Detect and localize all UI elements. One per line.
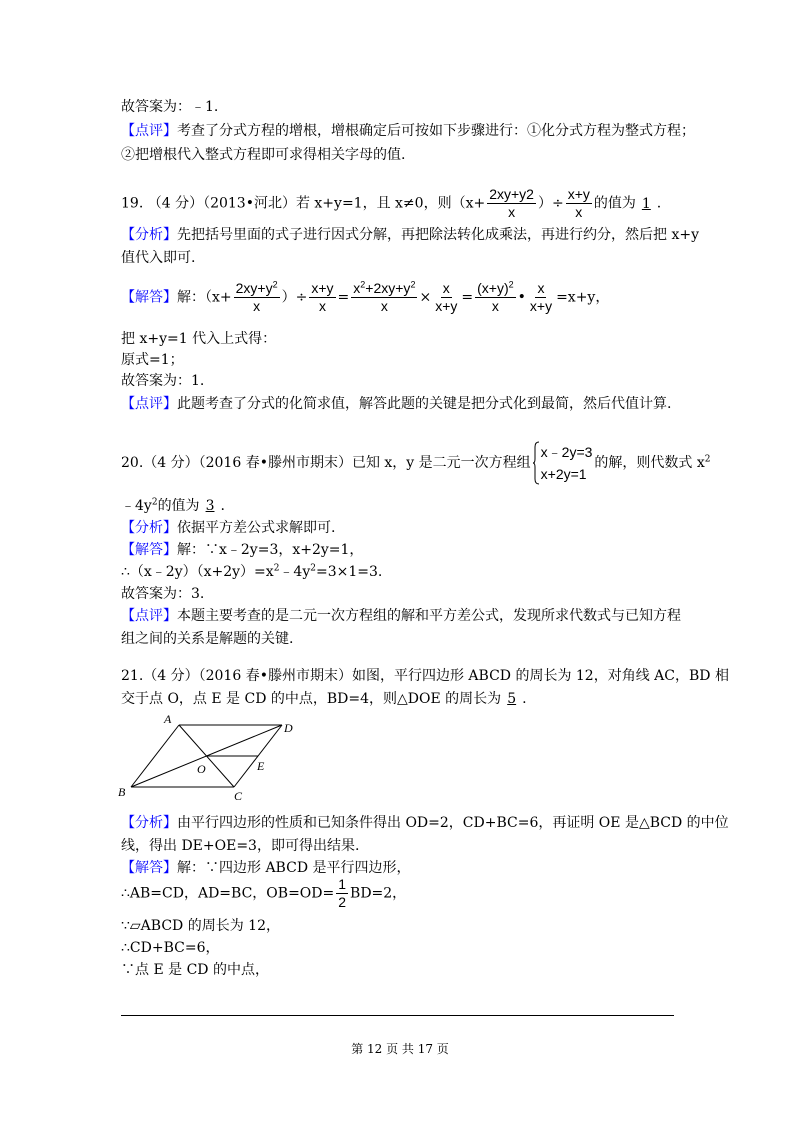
q20-comment-line1 <box>121 606 681 626</box>
q20-sol1: 解：∵x﹣2y=3，x+2y=1， <box>177 542 364 558</box>
analysis-tag: 【分析】 <box>121 815 177 831</box>
sol-frac3-num-a: x <box>353 280 361 296</box>
q19-sol-frac3 <box>351 280 417 315</box>
sol-frac3-num <box>351 280 417 298</box>
q21-solution-line1 <box>121 858 411 878</box>
q19-comment-line <box>121 394 671 414</box>
sol-frac5-num-text: (x+y) <box>477 280 509 296</box>
q21-answer: 5 <box>507 691 517 707</box>
q21-solution-line4: ∴CD+BC=6， <box>121 940 220 956</box>
question-19 <box>121 186 661 221</box>
q20-sol2c: =3×1=3. <box>315 564 383 580</box>
label-c: C <box>234 789 243 802</box>
solution-tag: 【解答】 <box>121 860 177 876</box>
q20-sol2a: ∴（x﹣2y）（x+2y）=x <box>121 564 274 580</box>
analysis-text: 依据平方差公式求解即可. <box>177 520 336 536</box>
solution-tag: 【解答】 <box>121 289 177 306</box>
q19-fraction-1 <box>487 186 536 221</box>
sol-frac1-den: x <box>253 298 261 314</box>
analysis-text: 先把括号里面的式子进行因式分解，再把除法转化成乘法，再进行约分，然后把 x+y <box>177 227 699 243</box>
label-b: B <box>118 785 126 799</box>
comment-tag: 【点评】 <box>121 396 177 412</box>
sol-frac3-num-b: +2xy+y <box>365 280 411 296</box>
comment-tag: 【点评】 <box>121 123 177 139</box>
q19-frac1-den: x <box>508 204 516 220</box>
q21-analysis-line2: 线，得出 DE+OE=3，即可得出结果. <box>121 838 360 854</box>
q19-original-line: 原式=1； <box>121 352 184 368</box>
q20-answer: 3 <box>205 498 215 514</box>
q19-sol-frac2 <box>309 280 335 315</box>
sol-frac6-num: x <box>537 280 545 296</box>
sol-frac5-den: x <box>491 298 499 314</box>
q20-prefix: 20.（4 分）（2016 春•滕州市期末）已知 x，y 是二元一次方程组 <box>121 455 531 471</box>
sol-frac2-den: x <box>318 298 326 314</box>
q20-comment-line2: 组之间的关系是解题的关键. <box>121 631 294 647</box>
parallelogram-figure <box>117 710 297 802</box>
q20-sol2-sup-a: 2 <box>273 563 280 574</box>
sol-frac1-num-text: 2xy+y <box>235 280 273 296</box>
sol-frac1-num <box>234 280 280 298</box>
analysis-tag: 【分析】 <box>121 227 177 243</box>
q19-answer: 1 <box>641 195 651 212</box>
q19-substitute-line: 把 x+y=1 代入上式得： <box>121 331 277 347</box>
q21-analysis-line1 <box>121 813 729 833</box>
comment-line-18b: ②把增根代入整式方程即可求得相关字母的值. <box>121 147 406 163</box>
half-num: 1 <box>338 876 347 892</box>
q19-sol-c: = <box>337 289 350 306</box>
label-e: E <box>257 759 265 773</box>
q19-sol-frac6 <box>528 280 554 315</box>
sol-frac3-sup-b: 2 <box>410 279 416 290</box>
equation-system <box>533 441 593 485</box>
sol-frac4-den: x+y <box>435 298 458 314</box>
equation-1: x﹣2y=3 <box>540 444 593 460</box>
q20-solution-line1 <box>121 540 363 560</box>
q21-sol1: 解：∵四边形 ABCD 是平行四边形， <box>177 860 411 876</box>
q20-suffix: 的解，则代数式 x <box>594 455 705 471</box>
q20-analysis-line <box>121 518 335 538</box>
sol-frac2-num: x+y <box>311 280 334 296</box>
q19-fraction-2 <box>566 186 592 221</box>
q19-sol-b: ）÷ <box>281 289 308 306</box>
analysis-tag: 【分析】 <box>121 520 177 536</box>
q19-mid: ）÷ <box>537 195 564 212</box>
comment-text: 此题考查了分式的化简求值，解答此题的关键是把分式化到最简，然后代值计算. <box>177 396 672 412</box>
q19-sol-g: =x+y， <box>556 289 610 306</box>
q20-line2 <box>121 496 225 516</box>
q19-sol-a: 解：（x+ <box>177 289 232 306</box>
comment-line-18a <box>121 121 695 141</box>
sol-frac3-den: x <box>380 298 388 314</box>
sol-frac5-num <box>475 280 516 298</box>
q19-frac1-num: 2xy+y2 <box>489 186 534 202</box>
question-21-line2 <box>121 689 527 709</box>
q19-sol-frac1 <box>234 280 280 315</box>
q19-sol-frac4 <box>433 280 459 315</box>
q20-line2b: 的值为 <box>157 498 200 514</box>
comment-text: 考查了分式方程的增根，增根确定后可按如下步骤进行：①化分式方程为整式方程； <box>177 123 695 139</box>
q20-sup: 2 <box>704 454 711 465</box>
side-ab <box>131 725 179 787</box>
half-den: 2 <box>338 894 347 910</box>
q21-end: . <box>522 691 527 707</box>
sol-frac6-den: x+y <box>529 298 553 314</box>
q19-analysis-line1 <box>121 225 699 245</box>
q19-sol-e: = <box>461 289 474 306</box>
prev-answer-line: 故答案为：﹣1. <box>121 99 219 115</box>
q19-sol-d: × <box>419 289 432 306</box>
label-d: D <box>284 721 293 735</box>
q19-analysis-line2: 值代入即可. <box>121 250 196 266</box>
q19-sol-frac5 <box>475 280 516 315</box>
q19-prefix: 19. （4 分）（2013•河北）若 x+y=1，且 x≠0，则（x+ <box>121 195 486 212</box>
q20-answer-line: 故答案为：3. <box>121 586 205 602</box>
q19-suffix: 的值为 <box>593 195 636 212</box>
q20-line2-sup: 2 <box>151 497 158 508</box>
comment-tag: 【点评】 <box>121 608 177 624</box>
q19-answer-line: 故答案为：1. <box>121 373 205 389</box>
q20-end: . <box>220 498 225 514</box>
q19-frac2-num: x+y <box>567 186 590 202</box>
brace-icon <box>533 441 539 485</box>
label-o: O <box>197 762 206 776</box>
equation-2: x+2y=1 <box>540 466 587 482</box>
q20-solution-line2 <box>121 562 382 582</box>
q20-sol2-sup-b: 2 <box>310 563 316 574</box>
comment-text: 本题主要考查的是二元一次方程组的解和平方差公式，发现所求代数式与已知方程 <box>177 608 681 624</box>
question-20 <box>121 440 711 486</box>
q21-sol2a: ∴AB=CD，AD=BC，OB=OD= <box>121 885 335 902</box>
q20-sol2b: ﹣4y <box>279 564 311 580</box>
page-footer: 第 12 页 共 17 页 <box>351 1042 449 1056</box>
q21-solution-line2 <box>121 876 406 911</box>
q19-frac2-den: x <box>575 204 583 220</box>
question-21-line1: 21.（4 分）（2016 春•滕州市期末）如图，平行四边形 ABCD 的周长为 12，对角线 AC，BD 相 <box>121 668 729 684</box>
sol-frac3-sup-a: 2 <box>360 279 366 290</box>
q19-end: . <box>656 195 662 212</box>
q21-solution-line3: ∵▱ABCD 的周长为 12， <box>121 918 280 934</box>
q21-sol2b: BD=2， <box>350 885 407 902</box>
q20-line2a: ﹣4y <box>121 498 152 514</box>
sol-frac5-sup: 2 <box>508 279 514 290</box>
footer-divider <box>121 1015 674 1016</box>
sol-frac4-num: x <box>442 280 450 296</box>
q19-solution <box>121 280 609 315</box>
q21-half-fraction <box>336 876 348 911</box>
sol-frac1-sup: 2 <box>272 279 278 290</box>
q21-solution-line5: ∵点 E 是 CD 的中点， <box>121 962 269 978</box>
label-a: A <box>164 712 172 726</box>
q21-line2a: 交于点 O，点 E 是 CD 的中点，BD=4，则△DOE 的周长为 <box>121 691 502 707</box>
solution-tag: 【解答】 <box>121 542 177 558</box>
analysis-text: 由平行四边形的性质和已知条件得出 OD=2，CD+BC=6，再证明 OE 是△BCD 的中位 <box>177 815 729 831</box>
q19-sol-f: • <box>517 289 526 306</box>
